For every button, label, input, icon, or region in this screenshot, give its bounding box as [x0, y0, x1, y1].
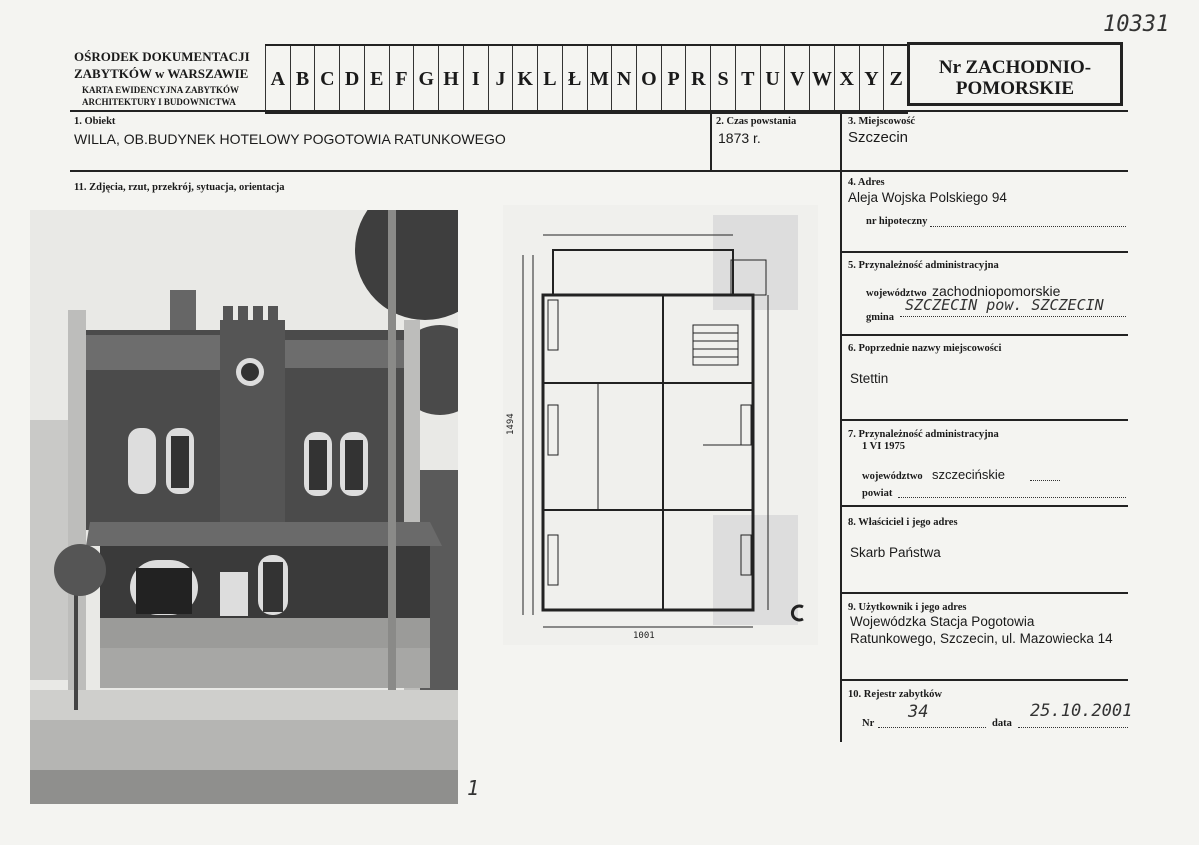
czas-value: 1873 r.: [718, 130, 761, 146]
powiat-label: powiat: [862, 488, 893, 499]
index-letter: B: [290, 46, 315, 112]
woj1975-value: szczecińskie: [932, 467, 1005, 482]
index-letter: N: [611, 46, 636, 112]
rejestr-nr-value: 34: [908, 702, 929, 722]
rule-przyn1975: [842, 505, 1128, 507]
card-title-line-1: KARTA EWIDENCYJNA ZABYTKÓW: [82, 85, 240, 95]
index-letter: K: [512, 46, 537, 112]
plan-dim-bottom: 1001: [633, 631, 655, 641]
rule-czas-right: [840, 110, 842, 742]
org-line-1: OŚRODEK DOKUMENTACJI: [74, 49, 250, 64]
nr-value: ZACHODNIO-POMORSKIE: [955, 57, 1092, 99]
index-letter: H: [438, 46, 463, 112]
miejscowosc-label: 3. Miejscowość: [848, 116, 916, 127]
wojewodztwo-value: zachodniopomorskie: [932, 283, 1061, 299]
uzytkownik-label: 9. Użytkownik i jego adres: [848, 602, 967, 613]
czas-label: 2. Czas powstania: [716, 116, 797, 127]
index-letter: W: [809, 46, 834, 112]
index-letter: O: [636, 46, 661, 112]
wojewodztwo-label: województwo: [866, 288, 927, 299]
poprzednie-value: Stettin: [850, 371, 889, 386]
przynaleznosc-label: 5. Przynależność administracyjna: [848, 260, 999, 271]
rejestr-label: 10. Rejestr zabytków: [848, 689, 942, 700]
adres-value: Aleja Wojska Polskiego 94: [848, 190, 1007, 205]
index-letter: V: [784, 46, 809, 112]
uzytkownik-line-1: Wojewódzka Stacja Pogotowia: [850, 614, 1035, 629]
card-title-line-2: ARCHITEKTURY I BUDOWNICTWA: [82, 97, 236, 107]
index-letter: F: [389, 46, 414, 112]
uzytkownik-line-2: Ratunkowego, Szczecin, ul. Mazowiecka 14: [850, 631, 1113, 646]
index-letter: U: [760, 46, 785, 112]
index-letter: T: [735, 46, 760, 112]
org-name: [74, 48, 250, 82]
rule-top: [70, 110, 1128, 112]
index-letter: D: [339, 46, 364, 112]
index-letter: X: [834, 46, 859, 112]
rejestr-nr-line: [878, 715, 986, 728]
obiekt-value: WILLA, OB.BUDYNEK HOTELOWY POGOTOWIA RATUNKOWEGO: [74, 131, 506, 147]
index-letter: L: [537, 46, 562, 112]
woj1975-label: województwo: [862, 471, 923, 482]
rule-przyn: [842, 334, 1128, 336]
przyn1975-label: 7. Przynależność administracyjna: [848, 429, 999, 440]
index-letter: E: [364, 46, 389, 112]
index-letter: G: [413, 46, 438, 112]
rule-row1: [70, 170, 1128, 172]
rule-poprzednie: [842, 419, 1128, 421]
przyn1975-date: 1 VI 1975: [862, 441, 905, 452]
building-photo: [30, 210, 458, 804]
obiekt-label: 1. Obiekt: [74, 116, 116, 127]
miejscowosc-value: Szczecin: [848, 129, 909, 146]
gmina-value: SZCZECIN pow. SZCZECIN: [905, 296, 1104, 314]
rejestr-nr-label: Nr: [862, 718, 875, 729]
index-letter: P: [661, 46, 686, 112]
index-letter: Z: [883, 46, 908, 112]
archive-stamp-number: 10331: [1103, 12, 1170, 37]
hipoteczny-line: [930, 214, 1126, 227]
index-letter: R: [685, 46, 710, 112]
index-letter: Y: [859, 46, 884, 112]
rule-adres: [842, 251, 1128, 253]
rule-uzytkownik: [842, 679, 1128, 681]
index-letter: A: [265, 46, 290, 112]
registry-number-box: [907, 42, 1123, 106]
plan-dim-left: 1494: [506, 413, 516, 435]
woj1975-line: [1030, 468, 1060, 481]
zdjecia-label: 11. Zdjęcia, rzut, przekrój, sytuacja, orientacja: [74, 182, 285, 193]
adres-label: 4. Adres: [848, 177, 885, 188]
rejestr-data-label: data: [992, 718, 1012, 729]
wlasciciel-value: Skarb Państwa: [850, 545, 941, 560]
index-letter: M: [587, 46, 612, 112]
poprzednie-label: 6. Poprzednie nazwy miejscowości: [848, 343, 1002, 354]
card-title: [82, 84, 239, 108]
index-letter: I: [463, 46, 488, 112]
hipoteczny-label: nr hipoteczny: [866, 216, 928, 227]
rejestr-data-value: 25.10.2001: [1030, 701, 1133, 721]
gmina-label: gmina: [866, 312, 895, 323]
index-letter: Ł: [562, 46, 587, 112]
index-letter: C: [314, 46, 339, 112]
rule-obiekt-right: [710, 110, 712, 170]
index-letter: S: [710, 46, 735, 112]
rule-wlasciciel: [842, 592, 1128, 594]
nr-label: Nr: [938, 57, 961, 78]
powiat-line: [898, 485, 1126, 498]
org-line-2: ZABYTKÓW w WARSZAWIE: [74, 66, 249, 81]
alphabet-index: [265, 44, 908, 114]
floor-plan: [503, 205, 818, 645]
index-letter: J: [488, 46, 513, 112]
photo-number: 1: [467, 776, 480, 800]
wlasciciel-label: 8. Właściciel i jego adres: [848, 517, 958, 528]
